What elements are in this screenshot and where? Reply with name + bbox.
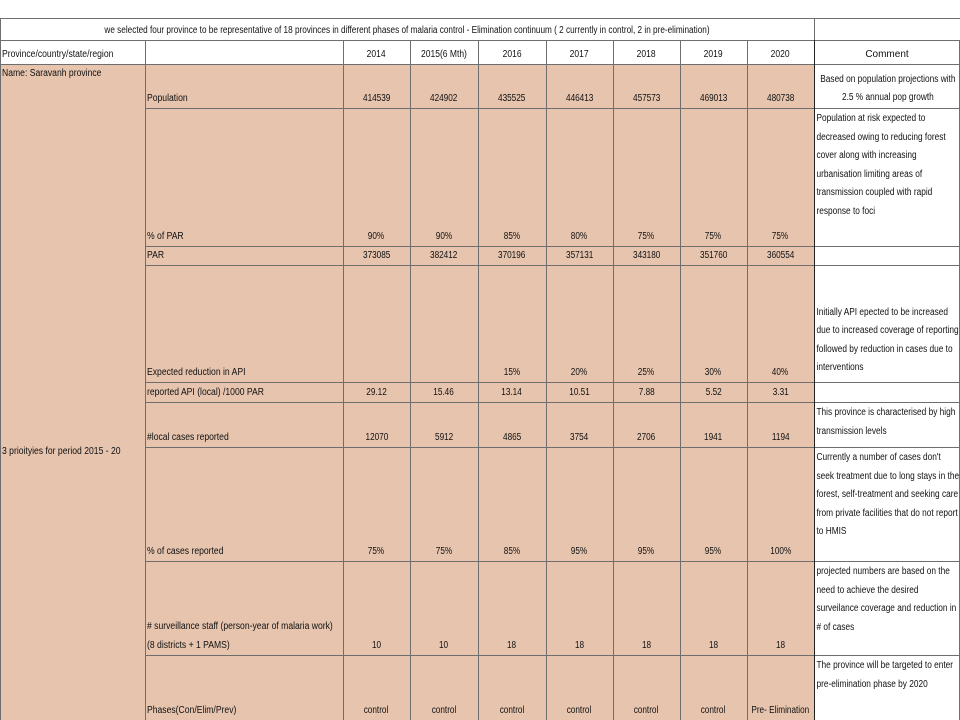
table-cell <box>747 382 814 402</box>
cell-value: 90% <box>368 231 385 242</box>
cell-value: control <box>364 705 389 716</box>
cell-value: 18 <box>775 640 786 651</box>
table-cell <box>410 561 478 655</box>
title-blank <box>814 18 960 40</box>
cell-value: 370196 <box>498 250 526 261</box>
cell-value: 40% <box>772 367 789 378</box>
row-label-text: (8 districts + 1 PAMS) <box>147 640 230 651</box>
cell-value: 2706 <box>637 432 656 443</box>
cell-value: 480738 <box>766 93 795 104</box>
grid-line <box>814 447 960 448</box>
cell-value: 15% <box>503 367 521 378</box>
table-cell <box>546 108 613 246</box>
comment-cell <box>814 447 960 561</box>
comment-cell <box>814 246 960 265</box>
comment-cell <box>814 382 960 402</box>
grid-line <box>0 64 960 65</box>
comment-text: Initially API epected to be increased due to increased coverage of reporting followed by reduction in cases due to interventions <box>816 306 959 374</box>
table-cell <box>410 402 478 447</box>
table-cell <box>680 64 747 108</box>
table-title: we selected four province to be representative of 18 provinces in different phases of malaria control - Elimination continuum ( 2 currently in control, 2 in pre-elimination) <box>0 18 814 40</box>
grid-line <box>814 265 960 266</box>
row-label-text: # surveillance staff (person-year of malaria work) <box>147 621 333 632</box>
header-year <box>613 40 680 64</box>
table-cell <box>343 561 410 655</box>
cell-value: 95% <box>705 546 722 557</box>
cell-value: 85% <box>503 546 521 557</box>
table-cell <box>747 64 814 108</box>
header-year-label: 2017 <box>570 49 589 60</box>
grid-line <box>747 40 748 720</box>
cell-value: 4865 <box>502 432 522 443</box>
cell-value: 75% <box>368 546 385 557</box>
header-year-label: 2018 <box>637 49 656 60</box>
grid-line <box>145 40 146 720</box>
table-cell <box>343 655 410 720</box>
table-cell <box>747 402 814 447</box>
table-cell <box>680 447 747 561</box>
table-cell <box>546 265 613 382</box>
header-region: Province/country/state/region <box>0 40 145 64</box>
table-cell <box>613 561 680 655</box>
row-label <box>145 655 343 720</box>
cell-value: 357131 <box>565 250 594 261</box>
table-cell <box>343 382 410 402</box>
table-cell <box>613 64 680 108</box>
priority-label: 3 prioityies for period 2015 - 20 <box>2 446 121 457</box>
row-label <box>145 382 343 402</box>
comment-text: This province is characterised by high transmission levels <box>816 407 956 437</box>
header-year <box>546 40 613 64</box>
table-cell <box>410 447 478 561</box>
grid-line <box>478 40 479 720</box>
grid-line <box>145 447 814 448</box>
table-cell <box>613 402 680 447</box>
grid-line <box>814 108 960 109</box>
cell-value: 7.88 <box>638 387 655 398</box>
cell-value: 18 <box>708 640 719 651</box>
row-label <box>145 246 343 265</box>
grid-line <box>410 40 411 720</box>
grid-line <box>145 108 814 109</box>
comment-cell <box>814 561 960 655</box>
table-cell <box>546 447 613 561</box>
cell-value: 424902 <box>430 93 458 104</box>
table-cell <box>613 246 680 265</box>
comment-cell <box>814 64 960 108</box>
cell-value: 3.31 <box>772 387 789 398</box>
table-cell <box>680 265 747 382</box>
cell-value: control <box>431 705 457 716</box>
cell-value: 351760 <box>699 250 728 261</box>
header-blank <box>145 40 343 64</box>
table-cell <box>478 265 546 382</box>
grid-line <box>814 655 960 656</box>
row-label-text: Expected reduction in API <box>147 367 246 378</box>
cell-value: 5912 <box>434 432 454 443</box>
table-cell <box>613 447 680 561</box>
comment-cell <box>814 108 960 246</box>
row-label <box>145 108 343 246</box>
row-label-text: #local cases reported <box>147 432 229 443</box>
table-cell <box>613 655 680 720</box>
grid-line <box>343 40 344 720</box>
table-cell <box>747 246 814 265</box>
cell-value: 10 <box>371 640 382 651</box>
header-year-label: 2015(6 Mth) <box>421 49 467 60</box>
comment-cell <box>814 402 960 447</box>
table-cell <box>343 447 410 561</box>
cell-value: 95% <box>638 546 655 557</box>
cell-value: 343180 <box>632 250 661 261</box>
cell-value: control <box>499 705 525 716</box>
row-label-text: Population <box>147 93 188 104</box>
table-cell <box>410 655 478 720</box>
table-cell <box>410 265 478 382</box>
cell-value: control <box>567 705 592 716</box>
cell-value: 13.14 <box>501 387 523 398</box>
table-cell <box>613 265 680 382</box>
province-cell <box>0 64 145 720</box>
cell-value: 435525 <box>498 93 526 104</box>
grid-line <box>814 246 960 247</box>
header-year <box>343 40 410 64</box>
table-cell <box>613 108 680 246</box>
cell-value: 10 <box>439 640 449 651</box>
table-cell <box>343 265 410 382</box>
grid-line <box>814 382 960 383</box>
grid-line <box>814 402 960 403</box>
cell-value: 382412 <box>430 250 458 261</box>
cell-value: 80% <box>571 231 588 242</box>
header-comment: Comment <box>814 40 960 64</box>
comment-text: Based on population projections with 2.5 % annual pop growth <box>820 73 956 104</box>
table-cell <box>410 64 478 108</box>
table-cell <box>747 108 814 246</box>
row-label-text: Phases(Con/Elim/Prev) <box>147 705 237 716</box>
cell-value: 15.46 <box>433 387 455 398</box>
table-cell <box>546 246 613 265</box>
grid-line <box>814 40 815 720</box>
cell-value: 75% <box>435 546 453 557</box>
cell-value: 3754 <box>570 432 589 443</box>
grid-line <box>613 40 614 720</box>
row-label-text: % of PAR <box>147 231 184 242</box>
row-label-text: PAR <box>147 250 165 261</box>
comment-text: Currently a number of cases don't seek treatment due to long stays in the forest, self-treatment and seeking care from private facilities that do not report to HMIS <box>816 452 960 538</box>
table-cell <box>343 64 410 108</box>
header-year-label: 2020 <box>771 49 790 60</box>
cell-value: Pre- Elimination <box>751 705 810 716</box>
grid-line <box>814 18 815 40</box>
table-cell <box>410 382 478 402</box>
cell-value: 414539 <box>362 93 391 104</box>
table-cell <box>478 64 546 108</box>
row-label <box>145 265 343 382</box>
cell-value: 457573 <box>632 93 661 104</box>
cell-value: 469013 <box>699 93 728 104</box>
table-cell <box>747 447 814 561</box>
row-label <box>145 561 343 655</box>
grid-line <box>145 265 814 266</box>
cell-value: 75% <box>772 231 789 242</box>
cell-value: 373085 <box>362 250 391 261</box>
cell-value: 360554 <box>766 250 795 261</box>
cell-value: 10.51 <box>569 387 590 398</box>
table-cell <box>680 655 747 720</box>
row-label-text: % of cases reported <box>147 546 224 557</box>
table-cell <box>546 382 613 402</box>
table-cell <box>680 246 747 265</box>
grid-line <box>145 246 814 247</box>
cell-value: 100% <box>770 546 791 557</box>
comment-cell <box>814 265 960 382</box>
table-cell <box>410 108 478 246</box>
table-cell <box>680 402 747 447</box>
header-year-label: 2014 <box>367 49 386 60</box>
cell-value: 18 <box>641 640 652 651</box>
province-name: Name: Saravanh province <box>2 68 102 79</box>
table-cell <box>478 447 546 561</box>
table-cell <box>680 108 747 246</box>
header-year <box>478 40 546 64</box>
grid-line <box>145 561 814 562</box>
table-cell <box>546 64 613 108</box>
table-cell <box>343 246 410 265</box>
header-year <box>410 40 478 64</box>
cell-value: 90% <box>435 231 453 242</box>
row-label <box>145 402 343 447</box>
comment-text: Population at risk expected to decreased owing to reducing forest cover along with increasing urbanisation limiting areas of transmission coupled with rapid response to foci <box>816 113 946 217</box>
cell-value: 29.12 <box>366 387 387 398</box>
cell-value: 1194 <box>771 432 790 443</box>
cell-value: control <box>701 705 726 716</box>
grid-line <box>145 402 814 403</box>
cell-value: 446413 <box>565 93 594 104</box>
table-cell <box>478 561 546 655</box>
cell-value: 18 <box>507 640 517 651</box>
grid-line <box>814 561 960 562</box>
cell-value: 95% <box>571 546 588 557</box>
grid-line <box>145 655 814 656</box>
table-cell <box>478 382 546 402</box>
table-cell <box>410 246 478 265</box>
header-year <box>680 40 747 64</box>
table-cell <box>478 108 546 246</box>
cell-value: control <box>634 705 659 716</box>
cell-value: 85% <box>503 231 521 242</box>
cell-value: 30% <box>705 367 722 378</box>
cell-value: 1941 <box>704 432 723 443</box>
table-cell <box>747 561 814 655</box>
row-label-text: reported API (local) /1000 PAR <box>147 387 264 398</box>
cell-value: 75% <box>705 231 722 242</box>
table-cell <box>613 382 680 402</box>
table-cell <box>478 246 546 265</box>
grid-line <box>145 382 814 383</box>
table-cell <box>747 655 814 720</box>
table-cell <box>747 265 814 382</box>
grid-line <box>680 40 681 720</box>
cell-value: 5.52 <box>705 387 722 398</box>
cell-value: 20% <box>571 367 588 378</box>
grid-line <box>0 18 960 19</box>
header-year <box>747 40 814 64</box>
cell-value: 12070 <box>365 432 388 443</box>
comment-text: projected numbers are based on the need to achieve the desired surveilance coverage and reduction in # of cases <box>816 566 957 633</box>
table-cell <box>478 655 546 720</box>
row-label <box>145 64 343 108</box>
row-label <box>145 447 343 561</box>
header-year-label: 2019 <box>704 49 723 60</box>
table-cell <box>546 402 613 447</box>
comment-text: The province will be targeted to enter pre-elimination phase by 2020 <box>816 660 954 690</box>
header-year-label: 2016 <box>502 49 522 60</box>
cell-value: 25% <box>638 367 655 378</box>
grid-line <box>0 18 1 720</box>
table-cell <box>343 402 410 447</box>
table-cell <box>680 382 747 402</box>
comment-cell <box>814 655 960 720</box>
table-cell <box>343 108 410 246</box>
table-cell <box>546 561 613 655</box>
cell-value: 18 <box>574 640 585 651</box>
table-cell <box>478 402 546 447</box>
table-cell <box>546 655 613 720</box>
grid-line <box>546 40 547 720</box>
table-cell <box>680 561 747 655</box>
cell-value: 75% <box>638 231 655 242</box>
grid-line <box>0 40 960 41</box>
